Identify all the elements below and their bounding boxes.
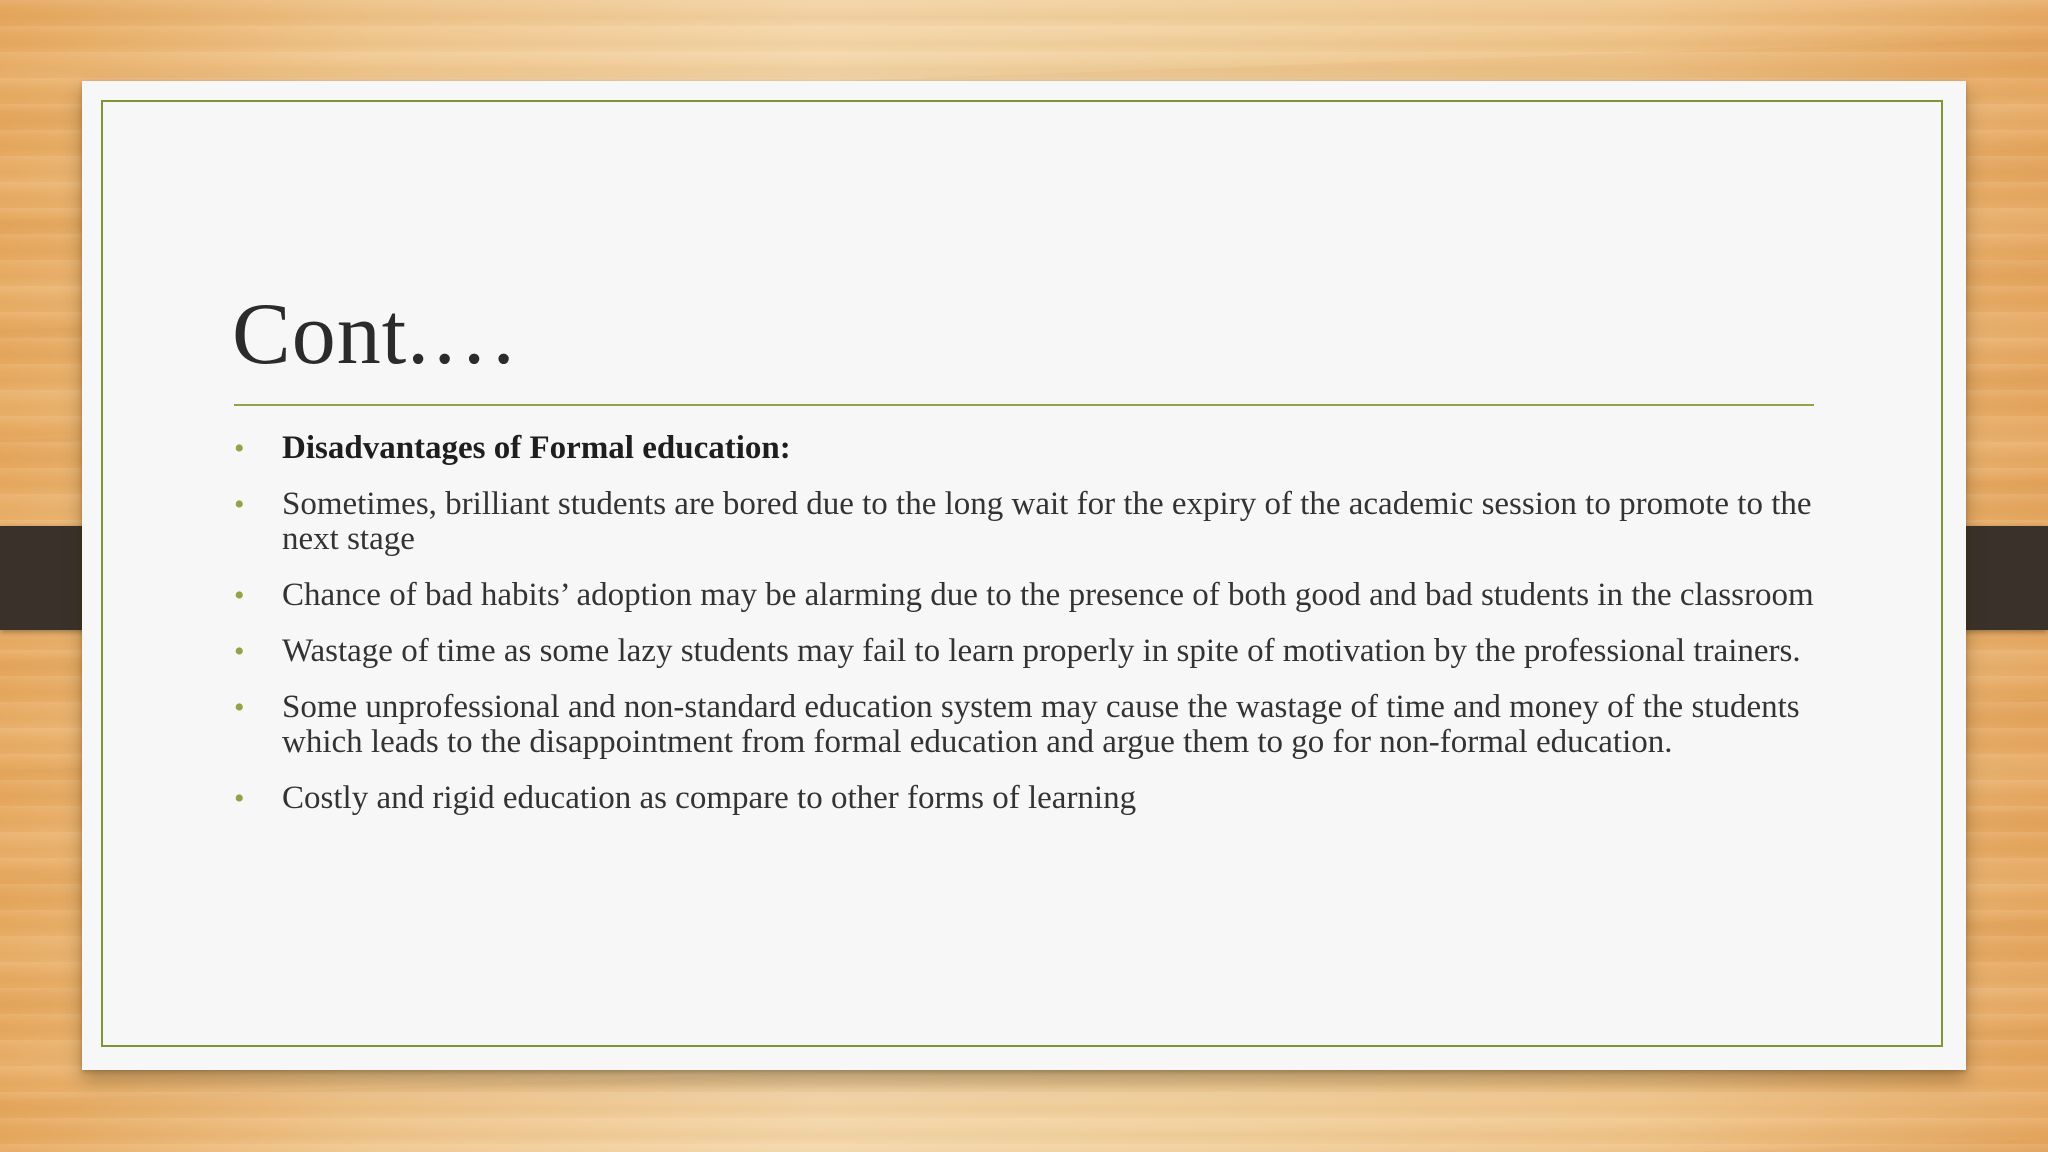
bullet-text: Some unprofessional and non-standard education system may cause the wastage of time and money of the students which leads to the disappointment from formal education and argue them to go for non-formal education. [282,689,1800,760]
bullet-dot-icon: • [234,432,245,465]
bullet-list [234,431,1834,837]
bullet-dot-icon: • [234,579,245,612]
bullet-text: Wastage of time as some lazy students may fail to learn properly in spite of motivation by the professional trainers. [282,633,1801,669]
slide-title: Cont.… [232,286,520,383]
bullet-text: Chance of bad habits’ adoption may be alarming due to the presence of both good and bad students in the classroom [282,577,1814,613]
bullet-dot-icon: • [234,691,245,724]
bullet-dot-icon: • [234,635,245,668]
bullet-text: Sometimes, brilliant students are bored due to the long wait for the expiry of the academic session to promote to the next stage [282,486,1812,557]
bullet-item [234,781,1834,816]
slide-paper [82,81,1966,1070]
bullet-item [234,690,1834,760]
bullet-dot-icon: • [234,488,245,521]
bullet-item [234,431,1834,466]
title-divider [234,404,1814,406]
bullet-text: Disadvantages of Formal education: [282,430,791,466]
bullet-item [234,578,1834,613]
bullet-item [234,487,1834,557]
bullet-item [234,634,1834,669]
bullet-text: Costly and rigid education as compare to other forms of learning [282,780,1137,816]
bullet-dot-icon: • [234,782,245,815]
